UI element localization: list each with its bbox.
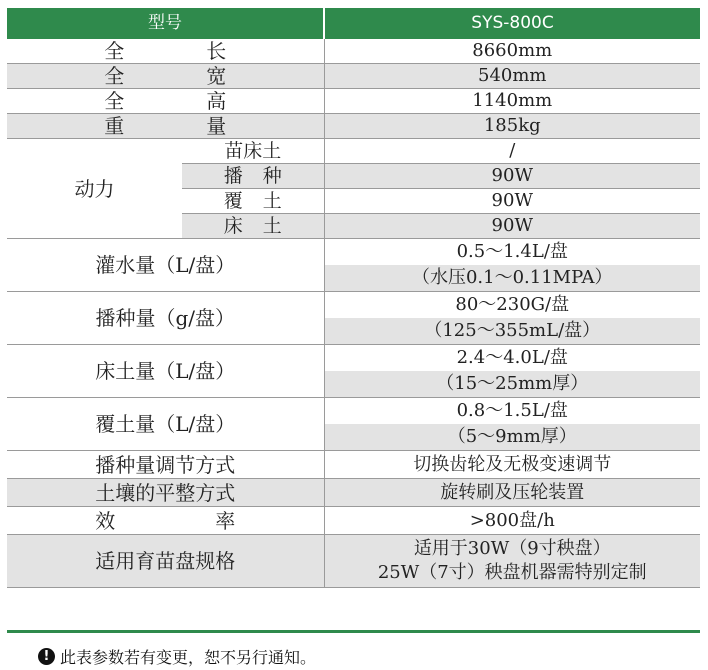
tray-spec-value-2: 25W（7寸）秧盘机器需特别定制 bbox=[377, 562, 647, 583]
bed-soil-value-1: 2.4～4.0L/盘 bbox=[324, 345, 700, 372]
row-height: 全 高 1140mm bbox=[7, 89, 700, 114]
soil-level-label: 土壤的平整方式 bbox=[7, 479, 324, 507]
header-row bbox=[7, 8, 700, 39]
seed-adjust-label: 播种量调节方式 bbox=[7, 451, 324, 479]
row-soil-level bbox=[7, 479, 700, 507]
cover-soil-value-1: 0.8～1.5L/盘 bbox=[324, 398, 700, 425]
row-weight: 重 量 185kg bbox=[7, 114, 700, 139]
row-seed-adjust bbox=[7, 451, 700, 479]
value-length: 8660mm bbox=[324, 39, 700, 64]
footer-divider bbox=[7, 630, 700, 633]
watering-label: 灌水量（L/盘） bbox=[7, 239, 324, 292]
seeding-value-1: 80～230G/盘 bbox=[324, 292, 700, 319]
row-tray-spec bbox=[7, 535, 700, 588]
row-power-3: 覆 土 90W bbox=[7, 189, 700, 214]
efficiency-value: >800盘/h bbox=[324, 507, 700, 535]
row-length: 全 长 8660mm bbox=[7, 39, 700, 64]
power-label: 动力 bbox=[7, 139, 182, 239]
header-value: SYS-800C bbox=[324, 8, 700, 39]
exclamation-icon: ! bbox=[38, 648, 55, 665]
tray-spec-label: 适用育苗盘规格 bbox=[7, 535, 324, 588]
row-power-1 bbox=[7, 139, 700, 164]
power-value-3: 90W bbox=[324, 214, 700, 239]
cover-soil-label: 覆土量（L/盘） bbox=[7, 398, 324, 451]
footer-note bbox=[38, 645, 316, 668]
power-value-2: 90W bbox=[324, 189, 700, 214]
row-efficiency: 效 率 >800盘/h bbox=[7, 507, 700, 535]
bed-soil-value-2: （15～25mm厚） bbox=[324, 371, 700, 398]
row-cover-soil bbox=[7, 398, 700, 425]
header-label: 型号 bbox=[7, 8, 324, 39]
row-power-2: 播 种 90W bbox=[7, 164, 700, 189]
row-seeding bbox=[7, 292, 700, 319]
power-value-1: 90W bbox=[324, 164, 700, 189]
bed-soil-label: 床土量（L/盘） bbox=[7, 345, 324, 398]
row-power-4: 床 土 90W bbox=[7, 214, 700, 239]
seeding-label: 播种量（g/盘） bbox=[7, 292, 324, 345]
seeding-value-2: （125～355mL/盘） bbox=[324, 318, 700, 345]
power-value-0: / bbox=[324, 139, 700, 164]
tray-spec-value-1: 适用于30W（9寸秧盘） bbox=[413, 538, 611, 559]
row-watering bbox=[7, 239, 700, 266]
watering-value-2: （水压0.1～0.11MPA） bbox=[324, 265, 700, 292]
watering-value-1: 0.5～1.4L/盘 bbox=[324, 239, 700, 266]
value-weight: 185kg bbox=[324, 114, 700, 139]
value-width: 540mm bbox=[324, 64, 700, 89]
soil-level-value: 旋转刷及压轮装置 bbox=[324, 479, 700, 507]
value-height: 1140mm bbox=[324, 89, 700, 114]
power-item-0: 苗床土 bbox=[182, 139, 324, 164]
seed-adjust-value: 切换齿轮及无极变速调节 bbox=[324, 451, 700, 479]
row-width: 全 宽 540mm bbox=[7, 64, 700, 89]
row-bed-soil bbox=[7, 345, 700, 372]
cover-soil-value-2: （5～9mm厚） bbox=[324, 424, 700, 451]
spec-table bbox=[7, 8, 700, 588]
footer-note-text: 此表参数若有变更，恕不另行通知。 bbox=[60, 648, 317, 667]
